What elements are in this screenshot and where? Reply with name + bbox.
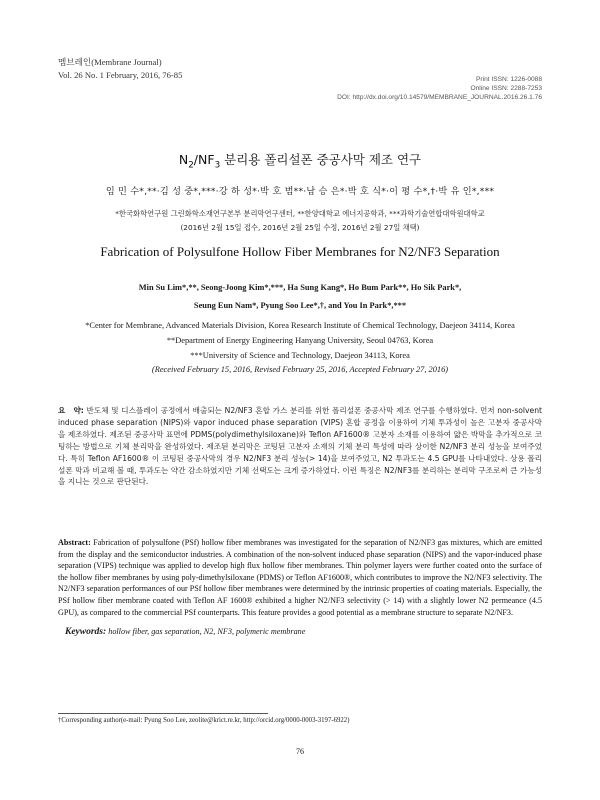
korean-title-prefix: N: [178, 152, 189, 167]
volume-info: Vol. 26 No. 1 February, 2016, 76-85: [58, 70, 183, 80]
keywords: [65, 627, 542, 637]
english-authors: [90, 279, 510, 315]
korean-title: [0, 150, 600, 171]
korean-abstract-label: 요 약:: [58, 406, 84, 415]
korean-title-sub2: 3: [214, 160, 221, 171]
english-affiliation-3: ***University of Science and Technology, Daejeon 34113, Korea: [190, 350, 410, 360]
korean-title-mid: /NF: [193, 152, 215, 167]
english-abstract-label: Abstract:: [58, 538, 91, 547]
english-authors-line2: Seung Eun Nam*, Pyung Soo Lee*,†, and You In Park*,***: [193, 301, 407, 310]
english-authors-line1: Min Su Lim*,**, Seong-Joong Kim*,***, Ha Sung Kang*, Ho Bum Park**, Ho Sik Park*,: [138, 283, 462, 292]
page-number: 76: [296, 747, 304, 756]
korean-affiliation-block: [40, 207, 560, 234]
english-affiliation-2: **Department of Energy Engineering Hanyang University, Seoul 04763, Korea: [166, 335, 434, 345]
english-affiliation-1: *Center for Membrane, Advanced Materials Division, Korea Research Institute of Chemical Technology, Daejeon 34114, Korea: [85, 321, 515, 330]
korean-authors: 임 민 수*,**·김 성 중*,***·강 하 성*·박 호 범**·남 승 은*·박 호 식*·이 평 수*,†·박 유 인*,***: [105, 186, 495, 197]
english-abstract: [58, 537, 542, 618]
korean-dates: (2016년 2월 15일 접수, 2016년 2월 25일 수정, 2016년 2월 27일 채택): [180, 222, 420, 232]
english-affiliations: [62, 319, 538, 378]
korean-affiliation: *한국화학연구원 그린화학소재연구본부 분리막연구센터, **한양대학교 에너지공학과, ***과학기술연합대학원대학교: [115, 209, 485, 218]
corresponding-author-footnote: †Corresponding author(e-mail: Pyung Soo Lee, zeolite@krict.re.kr, http://orcid.org/0000-0003-3197-6922): [58, 717, 350, 724]
online-issn: Online ISSN: 2288-7253: [470, 85, 542, 92]
received-dates: (Received February 15, 2016, Revised February 25, 2016, Accepted February 27, 2016): [151, 365, 449, 375]
english-abstract-text: Fabrication of polysulfone (PSf) hollow fiber membranes was investigated for the separation of N2/NF3 gas mixtures, which are emitted from the display and the semiconductor industries. A combination of the non-solvent induced phase separation (NIPS) and the vapor-induced phase separation (VIPS) technique was applied to develop high flux hollow fiber membranes. Thin polymer layers were further coated onto the surface of the hollow fiber membranes by using poly-dimethylsiloxane (PDMS) or Teflon AF1600®, which contributes to improve the N2/NF3 selectivity. The N2/NF3 separation performances of our PSf hollow fiber membranes were determined by the intrinsic properties of coating materials. Especially, the PSf hollow fiber membrane coated with Teflon AF 1600® exhibited a higher N2/NF3 selectivity (> 14) with a slightly lower N2 permeance (4.5 GPU), as compared to the commercial PSf counterparts. This feature provides a good potential as a membrane structure to separate N2/NF3.: [58, 538, 543, 617]
korean-title-rest: 분리용 폴리설폰 중공사막 제조 연구: [220, 152, 422, 167]
keywords-text: hollow fiber, gas separation, N2, NF3, polymeric membrane: [108, 627, 306, 636]
keywords-label: Keywords:: [65, 627, 107, 637]
korean-title-sub1: 2: [188, 160, 194, 171]
journal-name: 멤브레인(Membrane Journal): [58, 57, 162, 67]
korean-abstract: [58, 405, 542, 488]
issn-block: [337, 75, 542, 102]
english-title: Fabrication of Polysulfone Hollow Fiber Membranes for N2/NF3 Separation: [100, 244, 500, 259]
doi-link[interactable]: DOI: http://dx.doi.org/10.14579/MEMBRANE_JOURNAL.2016.26.1.76: [337, 94, 542, 101]
korean-abstract-text: 반도체 및 디스플레이 공정에서 배출되는 N2/NF3 혼합 가스 분리를 위한 폴리설폰 중공사막 제조 연구를 수행하였다. 먼저 non-solvent induced phase separation (NIPS)와 vapor induced phase separation (VIPS) 혼합 공정을 이용하여 기체 투과성이 높은 고분자 중공사막을 제조하였다. 제조된 중공사막 표면에 PDMS(polydimethylsiloxane)와 Teflon AF1600® 고분자 소재를 이용하여 얇은 박막을 추가적으로 코팅하는 방법으로 기체 분리막을 완성하였다. 제조된 분리막은 코팅된 고분자 소재의 기체 분리 특성에 따라 상이한 N2/NF3 분리 성능을 보여주었다. 특히 Teflon AF1600® 이 코팅된 중공사막의 경우 N2/NF3 분리 성능(> 14)을 보여주었고, N2 투과도는 4.5 GPU를 나타내었다. 상용 폴리설폰 막과 비교해 볼 때, 투과도는 약간 감소하였지만 기체 선택도는 크게 증가하였다. 이런 특징은 N2/NF3를 분리하는 분리막 구조로써 큰 가능성을 지니는 것으로 판단된다.: [58, 406, 542, 487]
footnote-divider: [58, 713, 268, 714]
journal-header: [58, 56, 182, 82]
print-issn: Print ISSN: 1226-0088: [476, 76, 542, 83]
